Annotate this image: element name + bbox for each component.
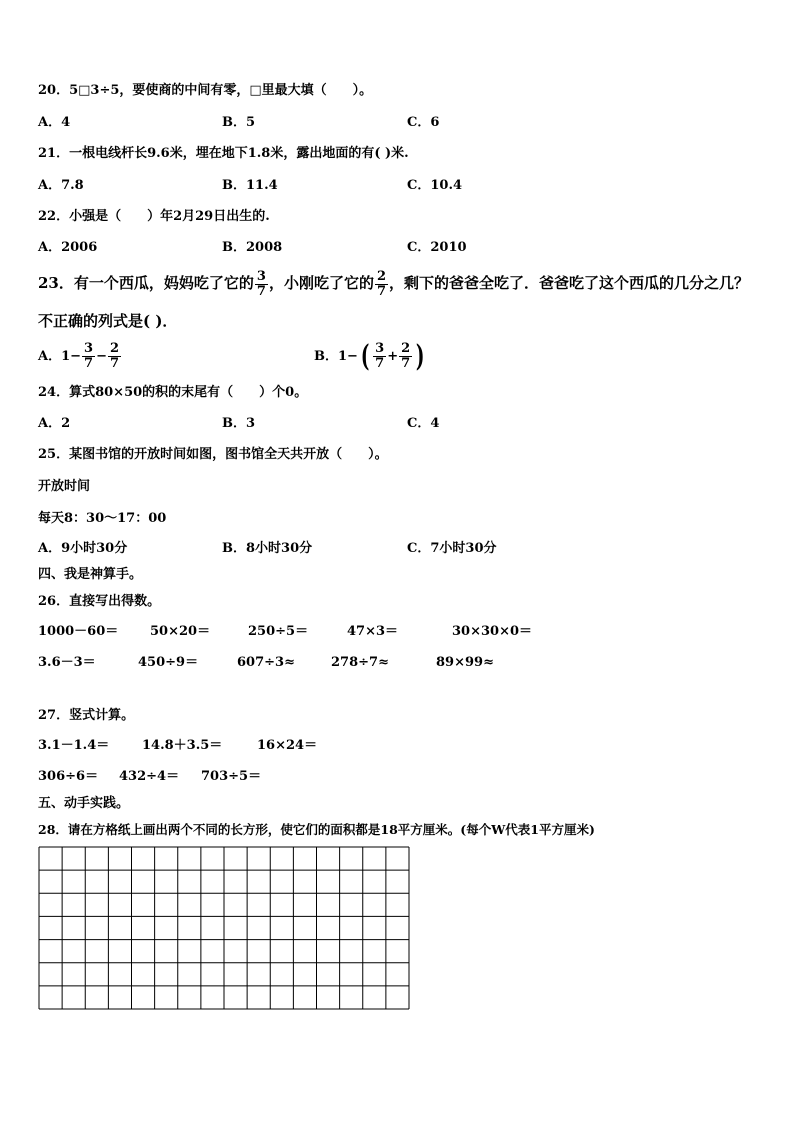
right-paren: ) — [415, 338, 425, 374]
q23-option-b-fraction-1 — [373, 342, 386, 371]
q27-expr: 3.1－1.4＝ — [38, 738, 110, 753]
q23-option-a-fraction-1 — [82, 342, 95, 371]
q27-expr: 432÷4＝ — [119, 769, 180, 784]
q23-stem-line2: 不正确的列式是( )． — [38, 312, 178, 330]
q23-stem-part3: ，剩下的爸爸全吃了．爸爸吃了这个西瓜的几分之几？ — [389, 274, 750, 292]
q22-option-c: C．2010 — [407, 240, 467, 255]
q26-expr: 30×30×0＝ — [452, 624, 533, 639]
q26-expr: 607÷3≈ — [237, 655, 295, 670]
q25-option-c: C．7小时30分 — [407, 541, 497, 556]
q20-stem: 20．5□3÷5，要使商的中间有零，□里最大填（ ）。 — [38, 83, 373, 98]
q23-stem-part2: ，小刚吃了它的 — [268, 274, 374, 292]
q22-option-b: B．2008 — [222, 240, 283, 255]
q26-expr: 278÷7≈ — [331, 655, 389, 670]
q24-stem: 24．算式80×50的积的末尾有（ ）个0。 — [38, 385, 308, 400]
q23-fraction-mom — [255, 270, 268, 299]
q23-option-a-fraction-2 — [108, 342, 121, 371]
plus-sign: + — [387, 349, 399, 364]
q23-option-b-prefix: B．1− — [314, 349, 358, 364]
fraction-numerator: 2 — [376, 268, 386, 284]
q27-expr: 703÷5＝ — [201, 769, 262, 784]
q26-expr: 50×20＝ — [150, 624, 211, 639]
grid-paper[interactable] — [38, 846, 410, 1010]
q27-expr: 16×24＝ — [257, 738, 318, 753]
q25-sign-title: 开放时间 — [38, 479, 91, 494]
q23-fraction-xiaogang — [375, 270, 388, 299]
q28-stem: 28．请在方格纸上画出两个不同的长方形，使它们的面积都是18平方厘米。(每个W代表1平方厘米) — [38, 822, 595, 837]
fraction-denominator: 7 — [84, 356, 94, 371]
q20-option-b: B．5 — [222, 115, 256, 130]
q26-expr: 1000－60＝ — [38, 624, 119, 639]
fraction-numerator: 2 — [109, 341, 120, 356]
q27-expr: 306÷6＝ — [38, 769, 99, 784]
q26-expr: 3.6－3＝ — [38, 655, 96, 670]
fraction-denominator: 7 — [376, 283, 386, 299]
q25-option-b: B．8小时30分 — [222, 541, 313, 556]
fraction-denominator: 7 — [401, 356, 411, 371]
fraction-numerator: 2 — [401, 341, 411, 356]
q25-option-a: A．9小时30分 — [38, 541, 128, 556]
q24-option-b: B．3 — [222, 416, 256, 431]
fraction-numerator: 3 — [84, 341, 94, 356]
q23-option-b-fraction-2 — [399, 342, 412, 371]
q26-expr: 250÷5＝ — [248, 624, 309, 639]
fraction-numerator: 3 — [256, 268, 266, 284]
q21-option-a: A．7.8 — [38, 178, 84, 193]
q23-stem — [38, 266, 749, 300]
q21-option-c: C．10.4 — [407, 178, 463, 193]
q21-stem: 21．一根电线杆长9.6米，埋在地下1.8米，露出地面的有( )米. — [38, 146, 409, 161]
q22-option-a: A．2006 — [38, 240, 98, 255]
q20-option-a: A．4 — [38, 115, 71, 130]
q23-option-a-prefix: A．1− — [38, 349, 82, 364]
q26-stem: 26．直接写出得数。 — [38, 594, 161, 609]
minus-sign: − — [96, 349, 107, 364]
q23-stem-part1: 23．有一个西瓜，妈妈吃了它的 — [38, 274, 254, 292]
q23-option-b — [314, 340, 427, 374]
q26-expr: 89×99≈ — [436, 655, 494, 670]
fraction-denominator: 7 — [109, 356, 120, 371]
q27-expr: 14.8＋3.5＝ — [142, 738, 223, 753]
section-4-heading: 四、我是神算手。 — [38, 567, 143, 582]
q22-stem: 22．小强是（ ）年2月29日出生的. — [38, 209, 270, 224]
section-5-heading: 五、动手实践。 — [38, 796, 130, 811]
fraction-denominator: 7 — [256, 283, 266, 299]
left-paren: ( — [360, 338, 370, 374]
q27-stem: 27．竖式计算。 — [38, 708, 135, 723]
q26-expr: 47×3＝ — [347, 624, 399, 639]
q20-option-c: C．6 — [407, 115, 440, 130]
q24-option-c: C．4 — [407, 416, 440, 431]
fraction-numerator: 3 — [375, 341, 385, 356]
q23-option-a — [38, 340, 122, 374]
fraction-denominator: 7 — [375, 356, 385, 371]
q25-sign-hours: 每天8：30～17：00 — [38, 511, 167, 526]
q25-stem: 25．某图书馆的开放时间如图，图书馆全天共开放（ ）。 — [38, 447, 388, 462]
q26-expr: 450÷9＝ — [138, 655, 199, 670]
q21-option-b: B．11.4 — [222, 178, 278, 193]
q24-option-a: A．2 — [38, 416, 71, 431]
